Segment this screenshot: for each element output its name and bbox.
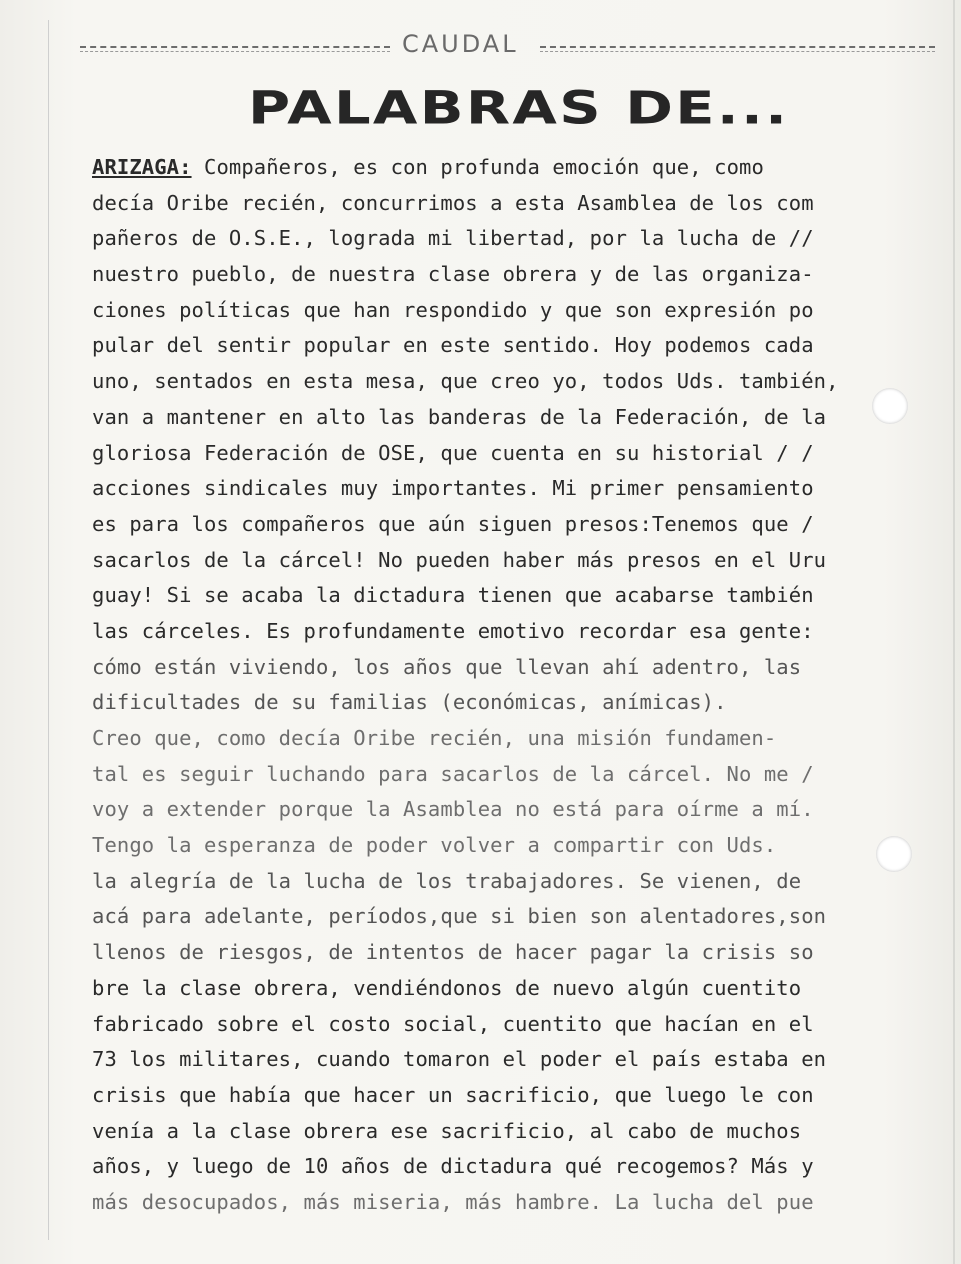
margin-line [48, 20, 49, 1240]
article-line: años, y luego de 10 años de dictadura qué recogemos? Más y [92, 1154, 814, 1179]
article-line: bre la clase obrera, vendiéndonos de nuevo algún cuentito [92, 975, 802, 1000]
article-line: Creo que, como decía Oribe recién, una misión fundamen- [92, 726, 777, 750]
article-line: más desocupados, más miseria, más hambre. La lucha del pue [92, 1189, 814, 1214]
header-rule-left-secondary [80, 51, 390, 52]
article-line: tal es seguir luchando para sacarlos de la cárcel. No me / [92, 761, 814, 786]
article-line: fabricado sobre el costo social, cuentito que hacían en el [92, 1011, 814, 1036]
article-line: cómo están viviendo, los años que llevan ahí adentro, las [92, 654, 802, 679]
article-line: las cárceles. Es profundamente emotivo recordar esa gente: [92, 618, 814, 643]
article-line: crisis que había que hacer un sacrificio, que luego le con [92, 1082, 814, 1107]
article-line-text: Compañeros, es con profunda emoción que, como [204, 155, 764, 179]
article-line: acá para adelante, períodos,que si bien son alentadores,son [92, 904, 827, 929]
punch-hole [876, 836, 912, 872]
article-body [92, 150, 942, 1221]
article-line: Tengo la esperanza de poder volver a compartir con Uds. [92, 833, 777, 858]
article-line: la alegría de la lucha de los trabajadores. Se vienen, de [92, 868, 802, 893]
article-line [92, 150, 942, 186]
article-line: sacarlos de la cárcel! No pueden haber más presos en el Uru [92, 547, 827, 572]
article-line: ciones políticas que han respondido y que son expresión po [92, 297, 814, 322]
article-line: nuestro pueblo, de nuestra clase obrera y de las organiza- [92, 262, 814, 287]
article-line: acciones sindicales muy importantes. Mi primer pensamiento [92, 476, 814, 501]
article-line: van a mantener en alto las banderas de la Federación, de la [92, 404, 827, 429]
article-line: uno, sentados en esta mesa, que creo yo, todos Uds. también, [92, 369, 839, 394]
article-line: decía Oribe recién, concurrimos a esta Asamblea de los com [92, 190, 814, 215]
header-rule-left [80, 46, 390, 48]
article-line: gloriosa Federación de OSE, que cuenta en su historial / / [92, 440, 814, 465]
headline: PALABRAS DE... [248, 82, 790, 135]
article-line: voy a extender porque la Asamblea no está para oírme a mí. [92, 797, 814, 822]
article-line: pular del sentir popular en este sentido. Hoy podemos cada [92, 333, 814, 358]
article-line: llenos de riesgos, de intentos de hacer pagar la crisis so [92, 940, 814, 965]
article-line: venía a la clase obrera ese sacrificio, al cabo de muchos [92, 1118, 802, 1143]
article-line: es para los compañeros que aún siguen presos:Tenemos que / [92, 511, 814, 536]
masthead-row [80, 30, 935, 60]
header-rule-right-secondary [540, 51, 935, 52]
article-line: pañeros de O.S.E., lograda mi libertad, por la lucha de // [92, 226, 814, 251]
article-line: 73 los militares, cuando tomaron el poder el país estaba en [92, 1047, 827, 1072]
speaker-label: ARIZAGA: [92, 155, 192, 179]
page-edge [953, 0, 955, 1264]
masthead-title: CAUDAL [402, 30, 519, 58]
article-line: dificultades de su familias (económicas, anímicas). [92, 690, 727, 715]
header-rule-right [540, 46, 935, 48]
punch-hole [872, 388, 908, 424]
article-line: guay! Si se acaba la dictadura tienen que acabarse también [92, 583, 814, 608]
